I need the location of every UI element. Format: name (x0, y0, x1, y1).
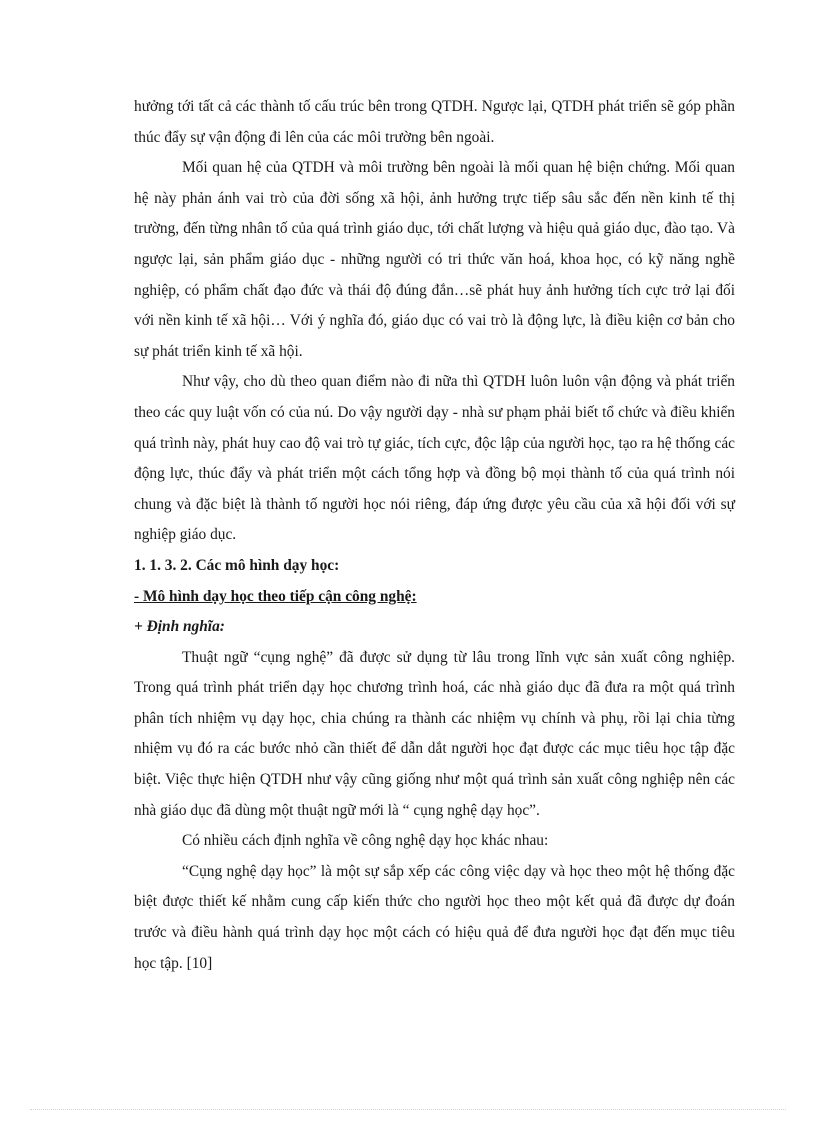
section-heading: 1. 1. 3. 2. Các mô hình dạy học: (134, 556, 340, 574)
page-body (134, 92, 735, 979)
subsection-heading: - Mô hình dạy học theo tiếp cận công nghệ: (134, 587, 417, 605)
paragraph-relationship: Mối quan hệ của QTDH và môi trường bên ngoài là mối quan hệ biện chứng. Mối quan hệ này phản ánh vai trò của đời sống xã hội, ảnh hưởng trực tiếp sâu sắc đến nền kinh tế thị trường, đến từng nhân tố của quá trình giáo dục, tới chất lượng và hiệu quả giáo dục, đào tạo. Và ngược lại, sản phẩm giáo dục - những người có tri thức văn hoá, khoa học, có kỹ năng nghề nghiệp, có phẩm chất đạo đức và thái độ đúng đắn…sẽ phát huy ảnh hưởng tích cực trở lại đối với nền kinh tế xã hội… Với ý nghĩa đó, giáo dục có vai trò là động lực, là điều kiện cơ bản cho sự phát triển kinh tế xã hội. (134, 159, 735, 360)
paragraph-term-history: Thuật ngữ “cụng nghệ” đã được sử dụng từ lâu trong lĩnh vực sản xuất công nghiệp. Trong quá trình phát triển dạy học chương trình hoá, các nhà giáo dục đã đưa ra một quá trình phân tích nhiệm vụ dạy học, chia chúng ra thành các nhiệm vụ chính và phụ, rồi lại chia từng nhiệm vụ đó ra các bước nhỏ cần thiết để dẫn dắt người học đạt được các mục tiêu học tập đặc biệt. Việc thực hiện QTDH như vậy cũng giống như một quá trình sản xuất công nghiệp nên các nhà giáo dục đã dùng một thuật ngữ mới là “ cụng nghệ dạy học”. (134, 648, 735, 819)
definition-label: + Định nghĩa: (134, 618, 225, 636)
footer-divider (30, 1109, 786, 1110)
paragraph-conclusion: Như vậy, cho dù theo quan điểm nào đi nữa thì QTDH luôn luôn vận động và phát triển theo các quy luật vốn có của nú. Do vậy người dạy - nhà sư phạm phải biết tổ chức và điều khiển quá trình này, phát huy cao độ vai trò tự giác, tích cực, độc lập của người học, tạo ra hệ thống các động lực, thúc đẩy và phát triển một cách tổng hợp và đồng bộ mọi thành tố của quá trình nói chung và đặc biệt là thành tố người học nói riêng, đáp ứng được yêu cầu của xã hội đối với sự nghiệp giáo dục. (134, 373, 735, 544)
paragraph-continuation: hưởng tới tất cả các thành tố cấu trúc bên trong QTDH. Ngược lại, QTDH phát triển sẽ góp phần thúc đẩy sự vận động đi lên của các môi trường bên ngoài. (134, 98, 735, 146)
paragraph-definitions-intro: Có nhiều cách định nghĩa về công nghệ dạy học khác nhau: (182, 832, 549, 850)
paragraph-definition-quote: “Cụng nghệ dạy học” là một sự sắp xếp các công việc dạy và học theo một hệ thống đặc biệt được thiết kế nhằm cung cấp kiến thức cho người học theo một kết quả đã được dự đoán trước và điều hành quá trình dạy học một cách có hiệu quả để đưa người học đạt đến mục tiêu học tập. [10] (134, 862, 735, 972)
